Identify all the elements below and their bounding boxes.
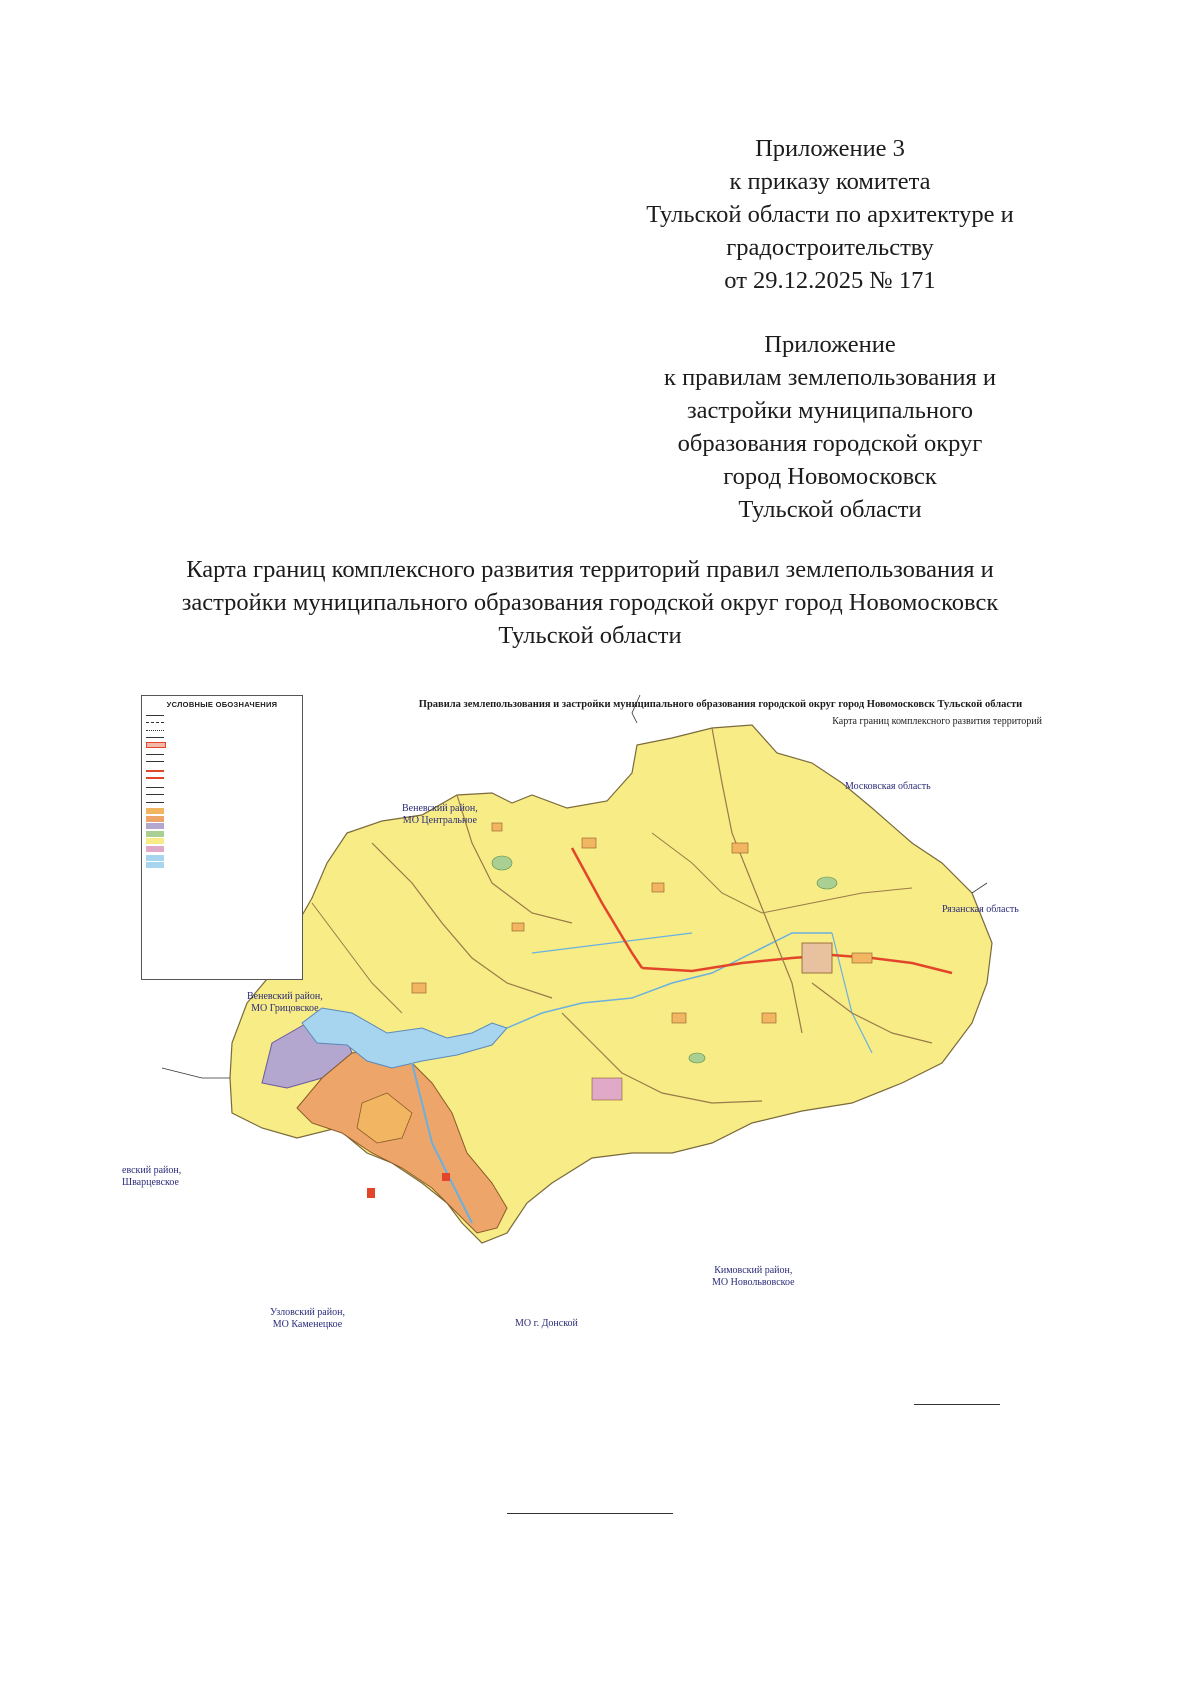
- settlement: [852, 953, 872, 963]
- legend-symbol: [146, 838, 164, 844]
- legend-symbol: [146, 761, 164, 762]
- border-stub: [972, 883, 987, 893]
- legend-item: [146, 712, 298, 718]
- legend-item: [146, 751, 298, 757]
- settlement: [582, 838, 596, 848]
- forest: [689, 1053, 705, 1063]
- legend-item: [146, 846, 298, 852]
- appendix-rules-line: образования городской округ: [677, 430, 983, 457]
- legend-item: [146, 838, 298, 844]
- legend-symbol: [146, 754, 164, 755]
- legend-symbol: [146, 794, 164, 795]
- appendix-3-line: к приказу комитета: [729, 168, 931, 195]
- appendix-rules-line: город Новомосковск: [723, 463, 937, 490]
- region-label-venev-gritsovskoe: Веневский район, МО Грицовское: [247, 991, 323, 1014]
- legend-item: [146, 775, 298, 781]
- legend-item: [146, 768, 298, 774]
- legend-item: [146, 799, 298, 805]
- appendix-3-line: градостроительству: [726, 234, 934, 261]
- map-subtitle: Карта границ комплексного развития территорий: [832, 716, 1042, 727]
- legend-item: [146, 816, 298, 822]
- legend-symbol: [146, 846, 164, 852]
- legend-symbol: [146, 831, 164, 837]
- settlement: [592, 1078, 622, 1100]
- legend-symbol: [146, 855, 164, 861]
- appendix-3-line: Тульской области по архитектуре и: [646, 201, 1014, 228]
- settlement: [672, 1013, 686, 1023]
- legend-symbol: [146, 808, 164, 814]
- document-title-line: Тульской области: [498, 622, 682, 649]
- settlement: [732, 843, 748, 853]
- legend-symbol: [146, 862, 164, 868]
- document-title-line: Карта границ комплексного развития территорий правил землепользования и: [186, 556, 994, 583]
- legend-item: [146, 823, 298, 829]
- appendix-3-header: [600, 132, 1060, 297]
- settlement: [412, 983, 426, 993]
- legend-symbol: [146, 730, 164, 731]
- separator-line: [507, 1513, 673, 1514]
- legend-symbol: [146, 715, 164, 716]
- legend-symbol: [146, 770, 164, 772]
- appendix-rules-line: к правилам землепользования и: [664, 364, 996, 391]
- document-title: [100, 553, 1080, 652]
- legend-item: [146, 862, 298, 868]
- appendix-rules-line: Приложение: [764, 331, 896, 358]
- appendix-rules-line: Тульской области: [738, 496, 922, 523]
- legend-symbol: [146, 742, 166, 748]
- krt-zone: [367, 1188, 375, 1198]
- legend-item: [146, 720, 298, 726]
- region-label-kimovsk: Кимовский район, МО Новольвовское: [712, 1265, 795, 1288]
- legend-item: [146, 727, 298, 733]
- region-label-shvartsevskoe: евский район, Шварцевское: [122, 1165, 182, 1188]
- krt-zone: [442, 1173, 450, 1181]
- settlement: [802, 943, 832, 973]
- forest: [492, 856, 512, 870]
- map-legend: [141, 695, 303, 980]
- legend-item: [146, 784, 298, 790]
- legend-item: [146, 855, 298, 861]
- legend-item: [146, 808, 298, 814]
- border-stub: [162, 1068, 230, 1078]
- legend-item: [146, 735, 298, 741]
- legend-symbol: [146, 722, 164, 723]
- settlement: [652, 883, 664, 892]
- region-label-donskoy: МО г. Донской: [515, 1318, 578, 1329]
- legend-item: [146, 792, 298, 798]
- legend-symbol: [146, 777, 164, 779]
- legend-item: [146, 831, 298, 837]
- region-label-uzlovaya: Узловский район, МО Каменецкое: [270, 1307, 345, 1330]
- separator-line: [914, 1404, 1000, 1405]
- legend-symbol: [146, 787, 164, 788]
- region-label-moscow: Московская область: [845, 781, 931, 792]
- appendix-3-line: Приложение 3: [755, 135, 905, 162]
- legend-title: УСЛОВНЫЕ ОБОЗНАЧЕНИЯ: [166, 700, 278, 709]
- region-label-ryazan: Рязанская область: [942, 904, 1019, 915]
- region-label-venev-central: Веневский район, МО Центральное: [402, 803, 478, 826]
- map-title: Правила землепользования и застройки муниципального образования городской округ город Новомосковск Тульской области: [418, 699, 1023, 710]
- forest: [817, 877, 837, 889]
- legend-symbol: [146, 823, 164, 829]
- legend-symbol: [146, 802, 164, 803]
- settlement: [762, 1013, 776, 1023]
- appendix-rules-header: [600, 328, 1060, 526]
- territory-area: [230, 725, 992, 1243]
- settlement: [512, 923, 524, 931]
- document-title-line: застройки муниципального образования городской округ город Новомосковск: [181, 589, 999, 616]
- legend-symbol: [146, 816, 164, 822]
- legend-item: [146, 742, 298, 748]
- settlement: [492, 823, 502, 831]
- appendix-rules-line: застройки муниципального: [686, 397, 974, 424]
- legend-item: [146, 759, 298, 765]
- legend-symbol: [146, 737, 164, 738]
- appendix-3-line: от 29.12.2025 № 171: [724, 267, 936, 294]
